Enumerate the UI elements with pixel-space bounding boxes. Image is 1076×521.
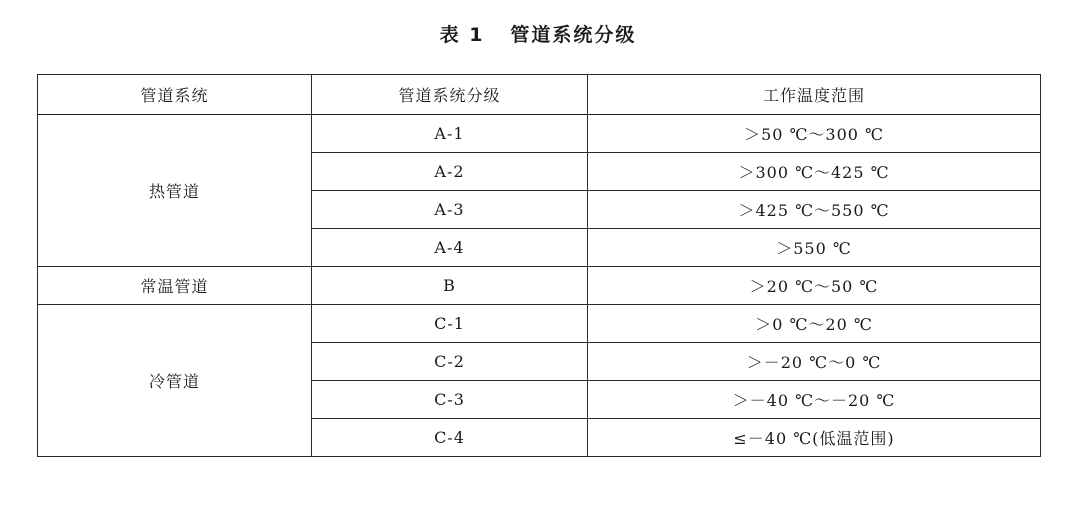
grade-cell: B [312,267,588,305]
grade-cell: A-1 [312,115,588,153]
temperature-range-cell: ＞50 ℃～300 ℃ [588,115,1041,153]
system-cell-normal-temp-pipe: 常温管道 [38,267,312,305]
grade-cell: A-3 [312,191,588,229]
header-working-temperature-range: 工作温度范围 [588,75,1041,115]
temperature-range-cell: ＞20 ℃～50 ℃ [588,267,1041,305]
table-row [38,115,1041,153]
temperature-range-cell: ≤－40 ℃(低温范围) [588,419,1041,457]
temperature-range-cell: ＞0 ℃～20 ℃ [588,305,1041,343]
table-header-row [38,75,1041,115]
grade-cell: A-2 [312,153,588,191]
header-pipe-system-grade: 管道系统分级 [312,75,588,115]
pipe-system-grade-table [37,74,1041,457]
grade-cell: C-1 [312,305,588,343]
temperature-range-cell: ＞550 ℃ [588,229,1041,267]
grade-cell: C-4 [312,419,588,457]
grade-cell: C-3 [312,381,588,419]
system-cell-hot-pipe: 热管道 [38,115,312,267]
temperature-range-cell: ＞425 ℃～550 ℃ [588,191,1041,229]
grade-cell: C-2 [312,343,588,381]
system-cell-cold-pipe: 冷管道 [38,305,312,457]
header-pipe-system: 管道系统 [38,75,312,115]
table-caption: 表 1 管道系统分级 [439,24,637,46]
temperature-range-cell: ＞－20 ℃～0 ℃ [588,343,1041,381]
temperature-range-cell: ＞－40 ℃～－20 ℃ [588,381,1041,419]
table-row [38,305,1041,343]
temperature-range-cell: ＞300 ℃～425 ℃ [588,153,1041,191]
table-row [38,267,1041,305]
grade-cell: A-4 [312,229,588,267]
